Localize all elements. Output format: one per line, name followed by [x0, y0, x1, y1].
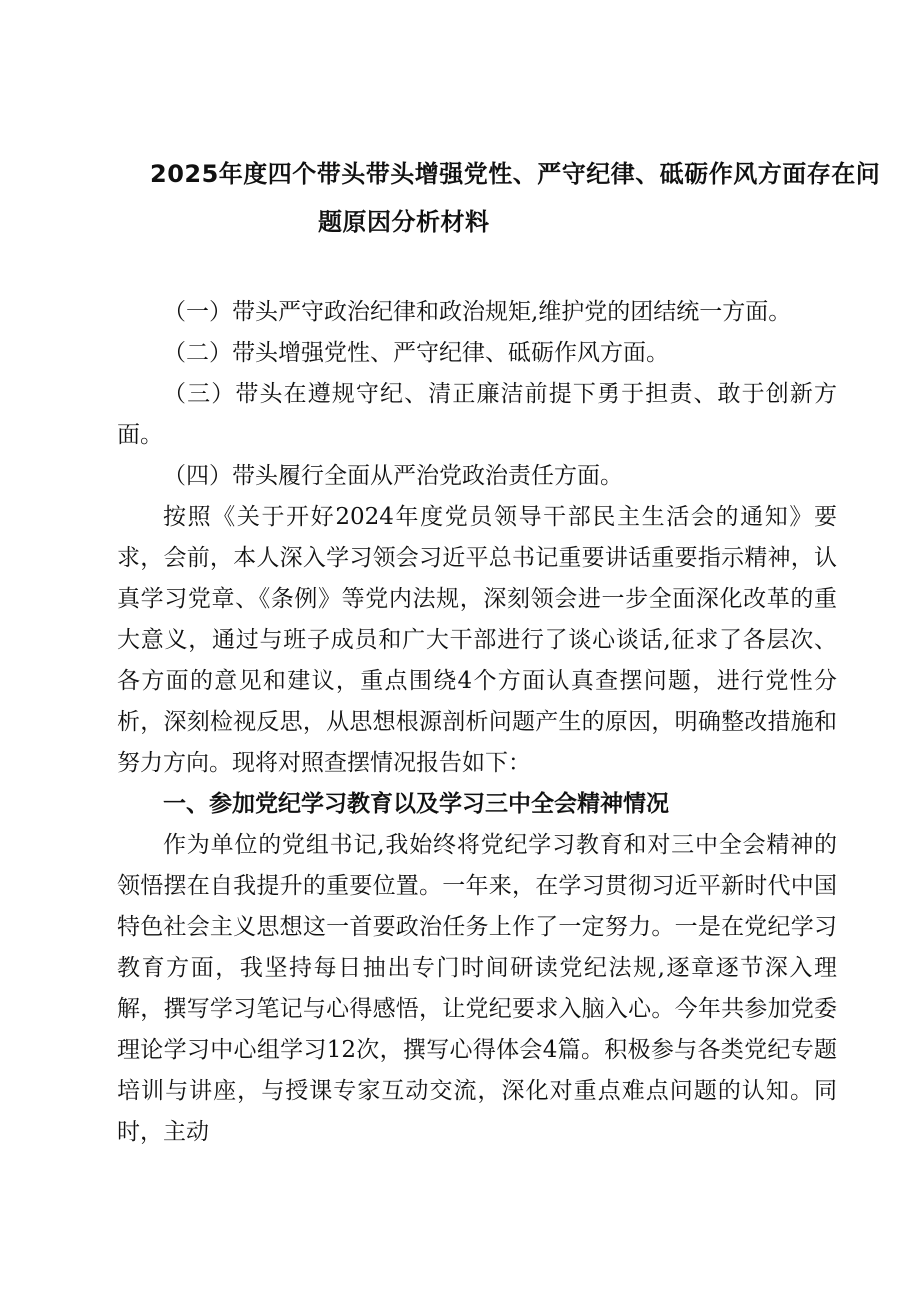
item-3: （三）带头在遵规守纪、清正廉洁前提下勇于担责、敢于创新方面。 [117, 381, 837, 448]
title-line-1: 2025年度四个带头带头增强党性、严守纪律、砥砺作风方面存在问 [150, 160, 881, 188]
item-2: （二）带头增强党性、严守纪律、砥砺作风方面。 [163, 340, 669, 366]
section-1-paragraph: 作为单位的党组书记,我始终将党纪学习教育和对三中全会精神的领悟摆在自我提升的重要位置。一年来，在学习贯彻习近平新时代中国特色社会主义思想这一首要政治任务上作了一定努力。一是在党纪学习教育方面，我坚持每日抽出专门时间研读党纪法规,逐章逐节深入理解，撰写学习笔记与心得感悟，让党纪要求入脑入心。今年共参加党委理论学习中心组学习12次，撰写心得体会4篇。积极参与各类党纪专题培训与讲座，与授课专家互动交流，深化对重点难点问题的认知。同时，主动 [117, 832, 837, 1145]
intro-paragraph: 按照《关于开好2024年度党员领导干部民主生活会的通知》要求，会前，本人深入学习领会习近平总书记重要讲话重要指示精神，认真学习党章、《条例》等党内法规，深刻领会进一步全面深化改革的重大意义，通过与班子成员和广大干部进行了谈心谈话,征求了各层次、各方面的意见和建议，重点围绕4个方面认真查摆问题，进行党性分析，深刻检视反思，从思想根源剖析问题产生的原因，明确整改措施和努力方向。现将对照查摆情况报告如下： [117, 504, 837, 776]
document-title [150, 150, 881, 246]
document-body [117, 292, 837, 1153]
item-4: （四）带头履行全面从严治党政治责任方面。 [163, 463, 623, 489]
title-line-2: 题原因分析材料 [318, 208, 490, 236]
item-1: （一）带头严守政治纪律和政治规矩,维护党的团结统一方面。 [163, 299, 792, 325]
section-1-heading: 一、参加党纪学习教育以及学习三中全会精神情况 [163, 791, 669, 817]
